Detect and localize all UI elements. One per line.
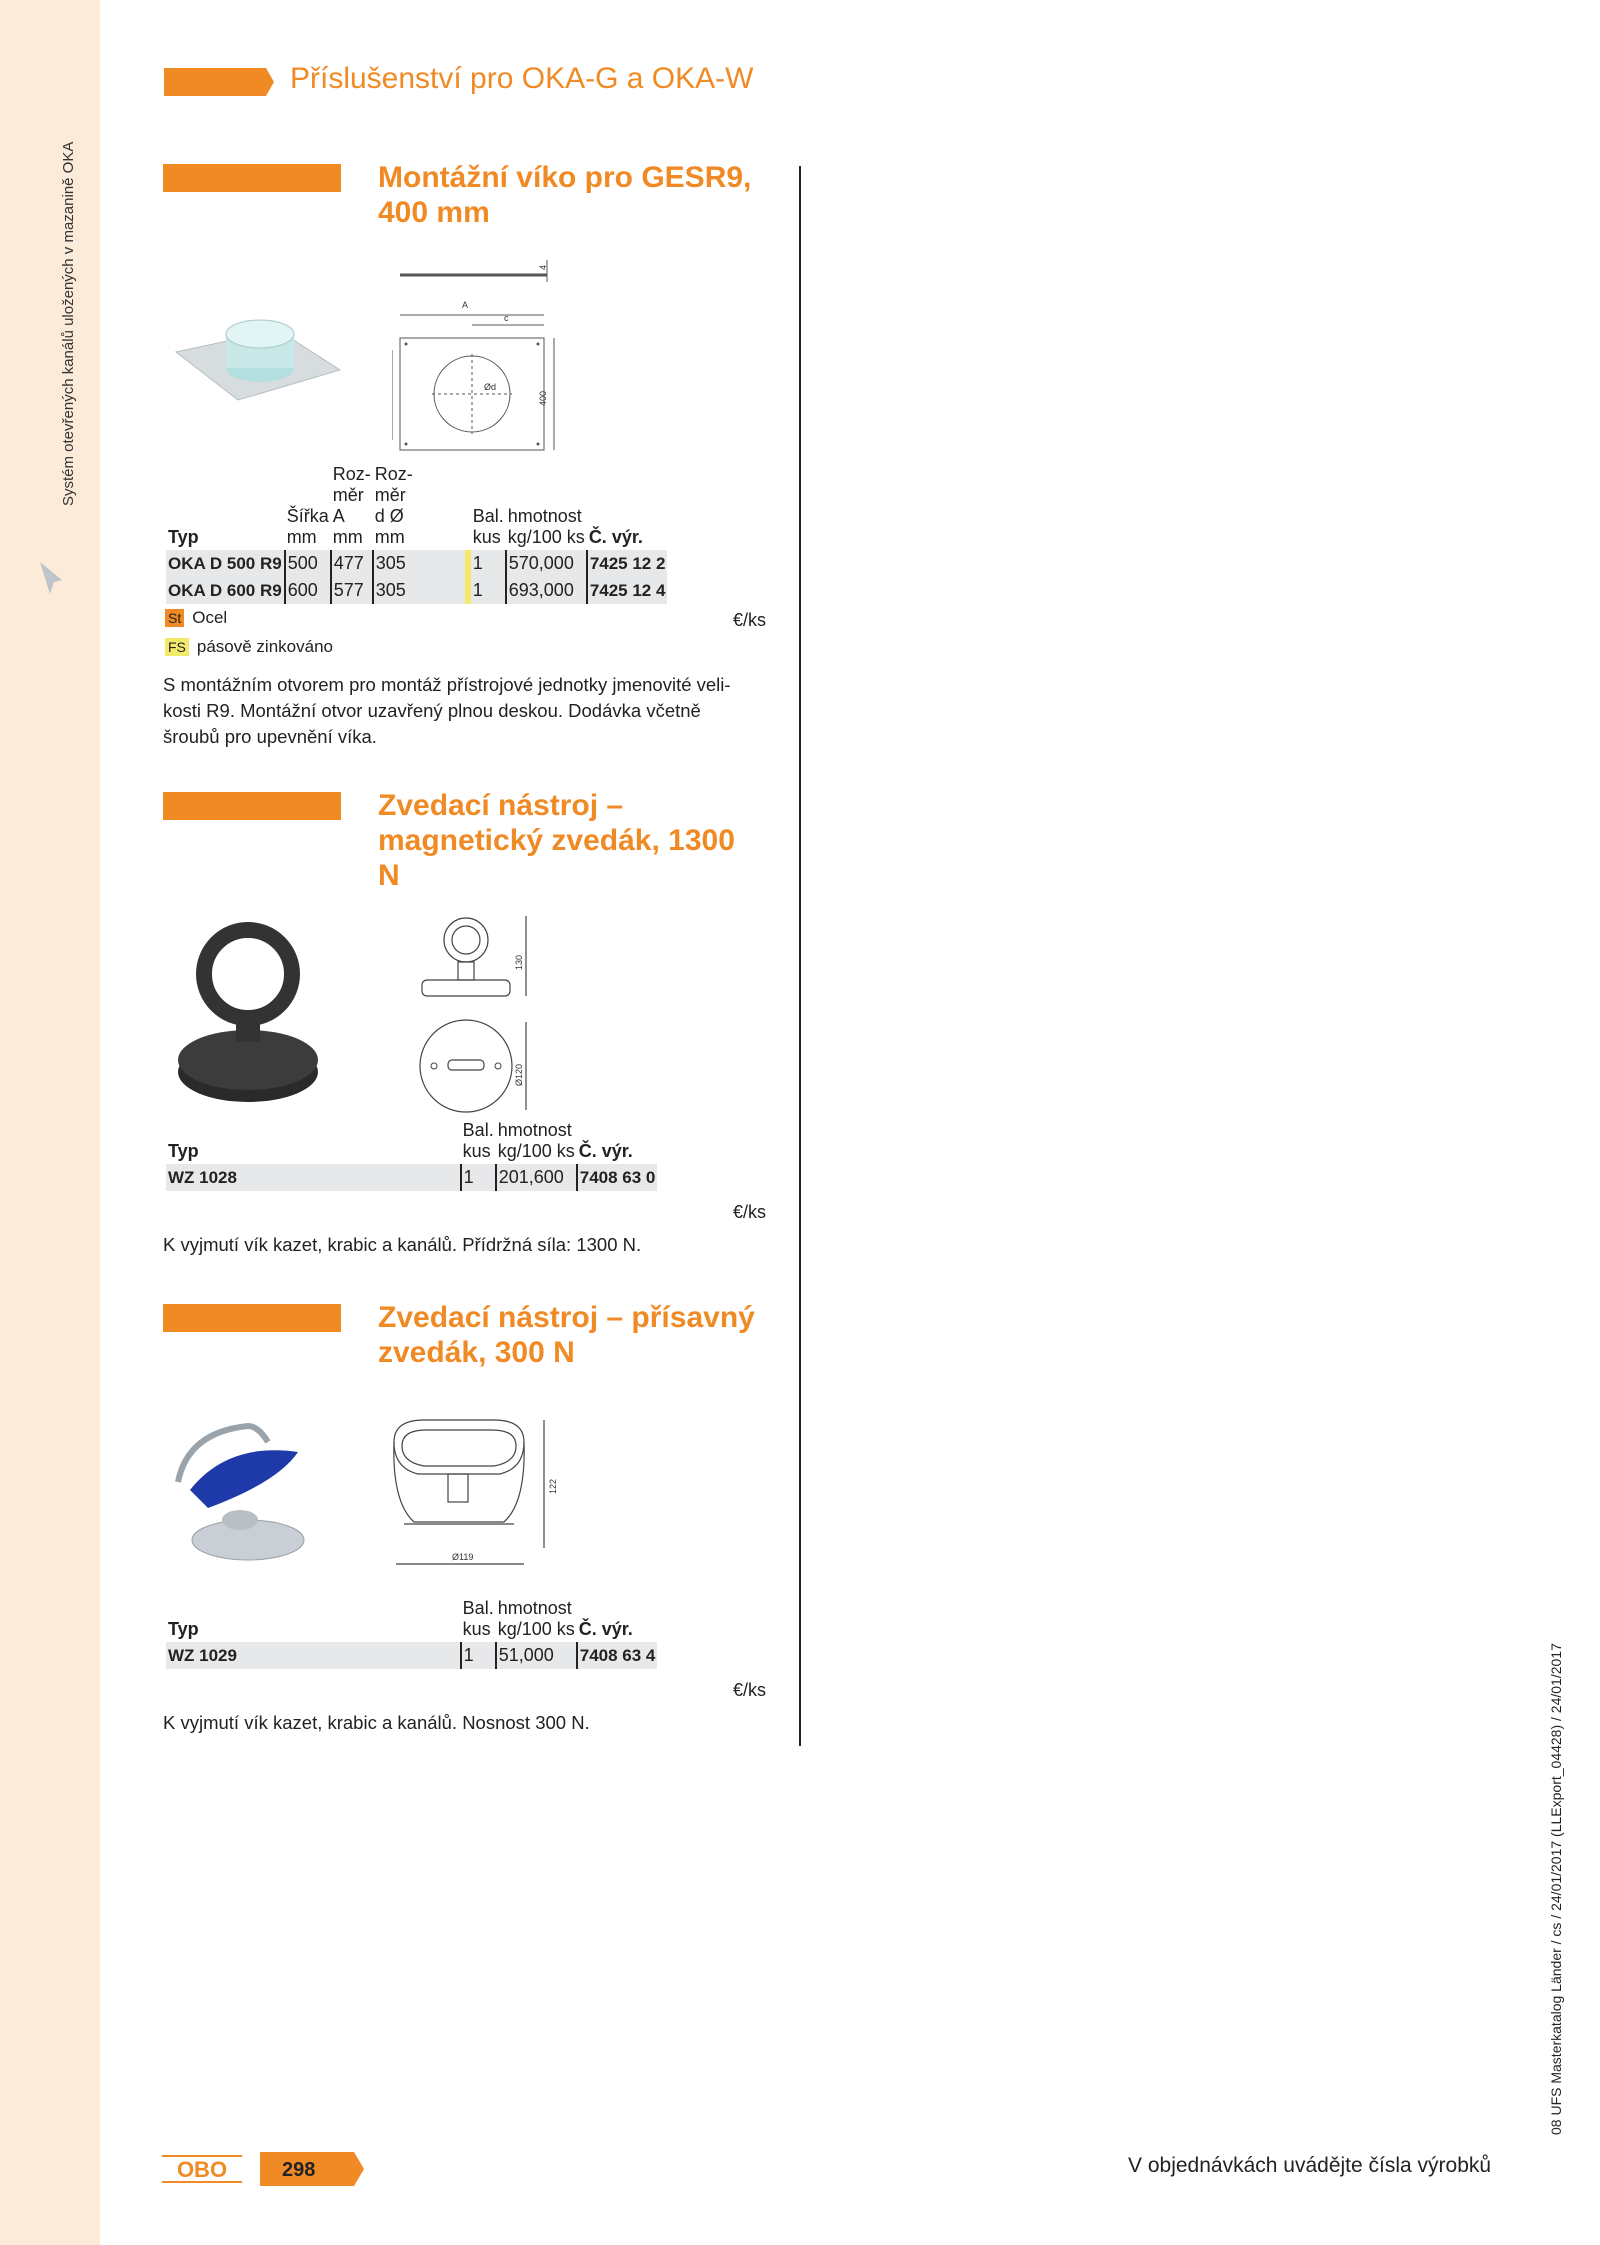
table-row: WZ 1028 1 201,600 7408 63 0 xyxy=(166,1164,657,1191)
drawing-label-h: 130 xyxy=(514,954,524,970)
section-title-montazni-viko: Montážní víko pro GESR9, 400 mm xyxy=(378,161,752,229)
header-tab-icon xyxy=(164,68,274,96)
price-unit: €/ks xyxy=(733,610,767,630)
section-description: K vyjmutí vík kazet, krabic a kanálů. Nosnost 300 N. xyxy=(163,1712,590,1733)
section-bar xyxy=(163,1304,341,1332)
spec-table-prisavny-zvedak: Typ Bal. kus hmotnost kg/100 ks Č. výr. WZ 1029 1 51,000 7408 63 4 xyxy=(166,1598,657,1669)
drawing-label-h: 122 xyxy=(548,1478,558,1494)
page-title: Příslušenství pro OKA-G a OKA-W xyxy=(290,62,754,95)
section-bar xyxy=(163,792,341,820)
spec-table-montazni-viko: Typ Šířka mm Roz- měr A mm Roz- měr d Ø mm Bal. kus hmotnost kg/100 ks Č. výr. OKA D 500 R9 500 477 305 1 570,000 7425 12 2 OKA D 600 R9 600 577 305 1 693,000 7425 12 4 xyxy=(166,464,667,604)
finish-tag xyxy=(165,637,333,657)
drawing-label-d: Ø119 xyxy=(452,1552,474,1562)
material-code: St xyxy=(165,609,184,627)
cover-plate-photo xyxy=(168,300,348,420)
drawing-label-d: Ø120 xyxy=(514,1063,524,1086)
price-unit: €/ks xyxy=(733,1680,767,1700)
material-label: Ocel xyxy=(192,608,228,627)
section-description: K vyjmutí vík kazet, krabic a kanálů. Přídržná síla: 1300 N. xyxy=(163,1234,642,1255)
sidebar-vertical-title: Systém otevřených kanálů uložených v mazanině OKA xyxy=(60,141,77,506)
suction-lifter-photo xyxy=(168,1412,318,1572)
svg-text:OBO: OBO xyxy=(176,2157,228,2182)
drawing-label-d: Ød xyxy=(484,382,497,392)
section-title-magneticky-zvedak: Zvedací nástroj – magnetický zvedák, 1300 N xyxy=(378,789,735,892)
magnetic-lifter-drawing xyxy=(418,910,538,1120)
spec-table-magneticky-zvedak: Typ Bal. kus hmotnost kg/100 ks Č. výr. WZ 1028 1 201,600 7408 63 0 xyxy=(166,1120,657,1191)
table-row: WZ 1029 1 51,000 7408 63 4 xyxy=(166,1642,657,1669)
drawing-label-t: 4 xyxy=(538,264,548,270)
drawing-label-h: 400 xyxy=(538,390,548,406)
drawing-label-a: A xyxy=(462,300,469,310)
page-number: 298 xyxy=(282,2159,316,2181)
section-bar xyxy=(163,164,341,192)
arrow-mark-icon xyxy=(36,560,66,596)
cover-plate-drawing xyxy=(392,250,562,460)
material-tag xyxy=(165,608,227,628)
table-row: OKA D 500 R9 500 477 305 1 570,000 7425 12 2 xyxy=(166,550,667,577)
finish-code: FS xyxy=(165,638,189,656)
finish-label: pásově zinkováno xyxy=(196,637,333,656)
section-description: S montážním otvorem pro montáž přístrojové jednotky jmenovité veli- kosti R9. Montážní otvor uzavřený plnou deskou. Dodávka včetně šroubů pro upevnění víka. xyxy=(163,674,731,747)
table-row: OKA D 600 R9 600 577 305 1 693,000 7425 12 4 xyxy=(166,577,667,604)
column-divider xyxy=(799,166,801,1746)
magnetic-lifter-photo xyxy=(172,922,322,1112)
section-title-prisavny-zvedak: Zvedací nástroj – přísavný zvedák, 300 N xyxy=(378,1301,755,1369)
footer-note: V objednávkách uvádějte čísla výrobků xyxy=(1128,2154,1492,2177)
suction-lifter-drawing xyxy=(384,1412,564,1572)
catalog-meta-vertical: 08 UFS Masterkatalog Länder / cs / 24/01/2017 (LLExport_04428) / 24/01/2017 xyxy=(1548,1643,1564,2135)
price-unit: €/ks xyxy=(733,1202,767,1222)
sidebar-strip xyxy=(0,0,100,2245)
drawing-label-c: c xyxy=(504,313,509,323)
obo-logo-icon xyxy=(162,2154,242,2184)
